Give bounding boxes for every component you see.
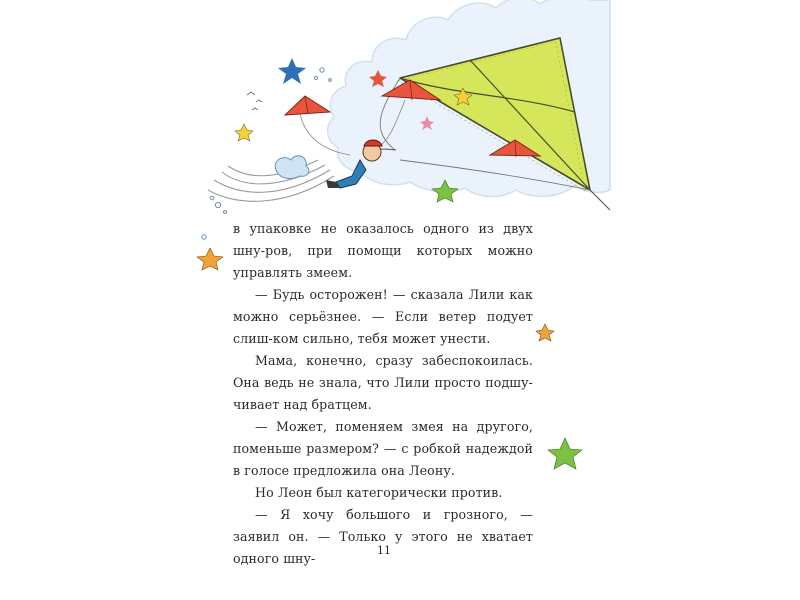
paragraph-1: в упаковке не оказалось одного из двух шну-ров, при помощи которых можно управлять змеем.: [233, 221, 533, 280]
star-yellow-left: [235, 124, 253, 141]
wind-lines: [208, 160, 334, 201]
paragraph-3: Мама, конечно, сразу забеспокоилась. Она ведь не знала, что Лили просто подшу-чивает над братцем.: [233, 353, 533, 412]
star-orange-right: [536, 324, 554, 341]
bubbles: [202, 68, 332, 239]
star-blue: [278, 58, 306, 84]
star-green-right: [548, 438, 582, 469]
page-number: 11: [377, 544, 391, 557]
paragraph-6: — Я хочу большого и грозного, — заявил он. — Только у этого не хватает одного шну-: [233, 507, 533, 566]
paragraph-5: Но Леон был категорически против.: [255, 485, 503, 500]
star-orange-left: [197, 248, 223, 270]
small-cloud: [275, 156, 309, 179]
paragraph-4: — Может, поменяем змея на другого, поменьше размером? — с робкой надеждой в голосе предложила она Леону.: [233, 419, 533, 478]
birds: [247, 92, 262, 110]
paragraph-2: — Будь осторожен! — сказала Лили как можно серьёзнее. — Если ветер подует слиш-ком сильно, тебя может унести.: [233, 287, 533, 346]
story-text: [233, 218, 533, 570]
